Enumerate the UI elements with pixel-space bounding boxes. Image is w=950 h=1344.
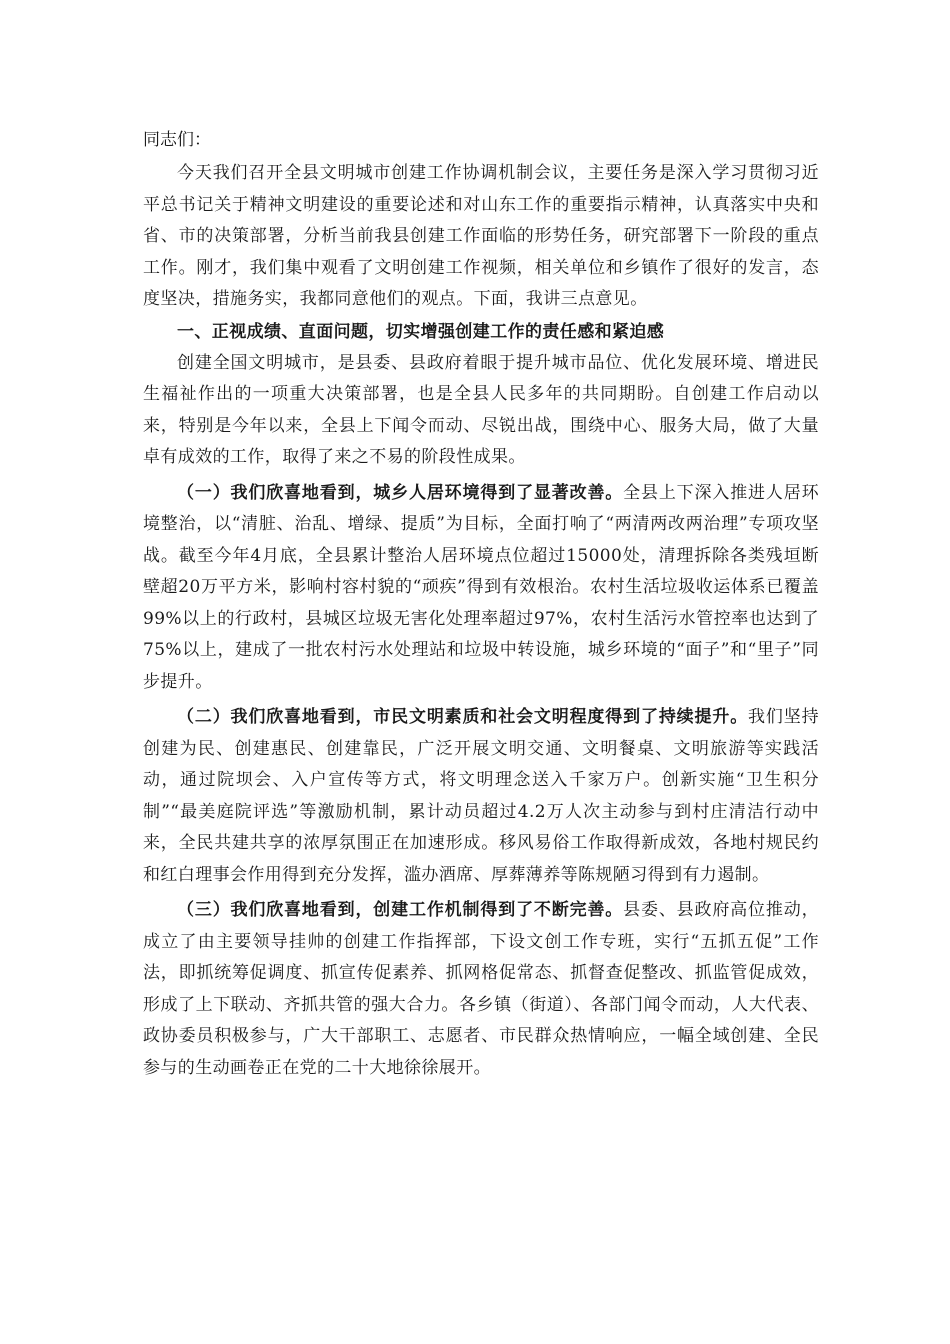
point-2-lead: （二）我们欣喜地看到，市民文明素质和社会文明程度得到了持续提升。 <box>177 707 749 727</box>
intro-paragraph: 今天我们召开全县文明城市创建工作协调机制会议，主要任务是深入学习贯彻习近平总书记关于精神文明建设的重要论述和对山东工作的重要指示精神，认真落实中央和省、市的决策部署，分析当前我县创建工作面临的形势任务，研究部署下一阶段的重点工作。刚才，我们集中观看了文明创建工作视频，相关单位和乡镇作了很好的发言，态度坚决，措施务实，我都同意他们的观点。下面，我讲三点意见。 <box>143 163 819 309</box>
point-2-paragraph <box>143 702 819 891</box>
point-2-body: 我们坚持创建为民、创建惠民、创建靠民，广泛开展文明交通、文明餐桌、文明旅游等实践活动，通过院坝会、入户宣传等方式，将文明理念送入千家万户。创新实施“卫生积分制”“最美庭院评选”等激励机制，累计动员超过4.2万人次主动参与到村庄清洁行动中来，全民共建共享的浓厚氛围正在加速形成。移风易俗工作取得新成效，各地村规民约和红白理事会作用得到充分发挥，滥办酒席、厚葬薄养等陈规陋习得到有力遏制。 <box>143 707 819 885</box>
point-3-paragraph <box>143 895 819 1084</box>
greeting: 同志们： <box>143 130 211 150</box>
point-1-paragraph <box>143 478 819 699</box>
point-3-lead: （三）我们欣喜地看到，创建工作机制得到了不断完善。 <box>177 900 624 920</box>
point-1-lead: （一）我们欣喜地看到，城乡人居环境得到了显著改善。 <box>177 482 624 503</box>
point-1-body: 全县上下深入推进人居环境整治，以“清脏、治乱、增绿、提质”为目标，全面打响了“两清两改两治理”专项攻坚战。截至今年4月底，全县累计整治人居环境点位超过15000处，清理拆除各类残垣断壁超20万平方米，影响村容村貌的“顽疾”得到有效根治。农村生活垃圾收运体系已覆盖99%以上的行政村，县城区垃圾无害化处理率超过97%，农村生活污水管控率也达到了75%以上，建成了一批农村污水处理站和垃圾中转设施，城乡环境的“面子”和“里子”同步提升。 <box>143 482 819 692</box>
point-3-body: 县委、县政府高位推动，成立了由主要领导挂帅的创建工作指挥部，下设文创工作专班，实行“五抓五促”工作法，即抓统筹促调度、抓宣传促素养、抓网格促常态、抓督查促整改、抓监管促成效，形成了上下联动、齐抓共管的强大合力。各乡镇（街道）、各部门闻令而动，人大代表、政协委员积极参与，广大干部职工、志愿者、市民群众热情响应，一幅全域创建、全民参与的生动画卷正在党的二十大地徐徐展开。 <box>143 900 819 1078</box>
section-1-intro-paragraph: 创建全国文明城市，是县委、县政府着眼于提升城市品位、优化发展环境、增进民生福祉作出的一项重大决策部署，也是全县人民多年的共同期盼。自创建工作启动以来，特别是今年以来，全县上下闻令而动、尽锐出战，围绕中心、服务大局，做了大量卓有成效的工作，取得了来之不易的阶段性成果。 <box>143 352 819 467</box>
document-page <box>143 124 819 1084</box>
section-1-heading: 一、正视成绩、直面问题，切实增强创建工作的责任感和紧迫感 <box>177 321 665 342</box>
